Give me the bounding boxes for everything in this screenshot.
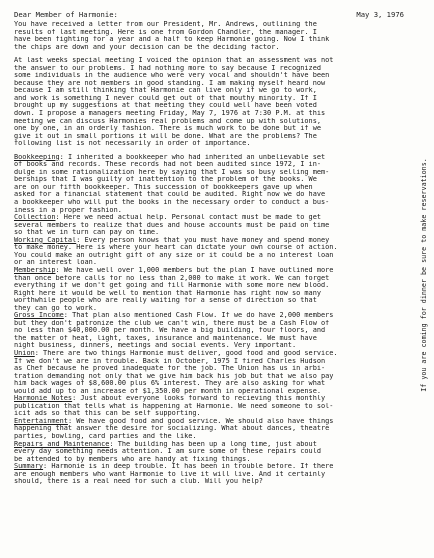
text-line	[14, 199, 410, 207]
text-line	[14, 244, 410, 252]
text-line: You have received a letter from our President, Mr. Andrews, outlining the	[14, 21, 317, 28]
text-line: because they are not members in good standing. I am making myself heard now	[14, 79, 326, 87]
section-text: : We have well over 1,000 members but the plan I have outlined more	[55, 266, 334, 274]
text-line: the chips are down and your decision can be the deciding factor.	[14, 43, 280, 51]
section-text: or an interest loan.	[14, 259, 97, 267]
section-text: iness in a proper fashion.	[14, 206, 122, 214]
letter-header	[14, 10, 410, 20]
text-line	[14, 176, 410, 184]
section-text: are on our fifth bookkeeper. This succession of bookkeepers gave up when	[14, 183, 313, 191]
section-text: : Harmonie is in deep trouble. It has been in trouble before. If there	[43, 463, 334, 471]
text-line	[14, 290, 410, 298]
text-line: have been fighting for a year and a half to keep Harmonie going. Now I think	[14, 36, 330, 44]
section-heading: Bookkeeping	[14, 153, 60, 161]
text-line	[14, 373, 410, 381]
text-line	[14, 207, 410, 215]
section-first-line	[14, 441, 410, 449]
section-first-line	[14, 463, 410, 471]
text-line: down. I propose a managers meeting Friday, May 7, 1976 at 7:30 P.M. at this	[14, 110, 326, 118]
section-heading: Membership	[14, 266, 56, 274]
text-line	[14, 191, 410, 199]
letter-body	[14, 10, 410, 486]
text-line	[14, 433, 410, 441]
section-heading: Harmonie Notes	[14, 395, 73, 403]
text-line: some individuals in the audience who were very vocal and shouldn't have been	[14, 72, 330, 80]
text-line	[14, 342, 410, 350]
section-text: If we don't we are in trouble. Back in October, 1975 I fired Charles Hudson	[14, 357, 326, 365]
section-text: asked for a financial statement that could be audited. Right now we do have	[14, 191, 326, 199]
section-heading: Collection	[14, 214, 56, 222]
section-text: : There are two things Harmonie must deliver, good food and good service.	[34, 349, 338, 357]
section-text: should, there is a real need for such a club. Will you help?	[14, 478, 263, 486]
text-line: At last weeks special meeting I voiced the opinion that an assessment was not	[14, 57, 334, 65]
section-first-line	[14, 237, 410, 245]
section-text: no less than $40,000.00 per month. We have a big building, four floors, and	[14, 327, 326, 335]
section-text: a bookkeeper who will put the books in the necessary order to conduct a bus-	[14, 199, 330, 207]
section-text: : I inherited a bookkeeper who had inherited an unbelievable set	[59, 153, 326, 161]
letter-date: May 3, 1976	[356, 10, 404, 19]
section-heading: Gross Income	[14, 312, 64, 320]
paragraph-meeting	[14, 57, 410, 148]
text-line	[14, 184, 410, 192]
section-text: night business, dinners, meetings and social events. Very important.	[14, 342, 297, 350]
text-line: following list is not necessarily in order of importance.	[14, 140, 251, 148]
section-text: parties, bowling, card parties and the like.	[14, 432, 197, 440]
section-text: You could make an outright gift of any size or it could be a no interest loan	[14, 251, 334, 259]
text-line	[14, 259, 410, 267]
text-line	[14, 448, 410, 456]
text-line	[14, 252, 410, 260]
text-line: give it out in small portions it will be done. What are the problems? The	[14, 132, 317, 140]
text-line	[14, 335, 410, 343]
section-heading: Union	[14, 349, 35, 357]
section-text: are enough members who want Harmonie to live it will live. And it certainly	[14, 470, 326, 478]
text-line	[14, 478, 410, 486]
text-line: one by one, in an orderly fashion. There is much work to be done but if we	[14, 125, 321, 133]
section-text: they can go to work.	[14, 304, 97, 312]
text-line	[14, 275, 410, 283]
text-line	[14, 425, 410, 433]
text-line	[14, 161, 410, 169]
section-text: publication that tells what is happening at Harmonie. We need someone to sol-	[14, 402, 334, 410]
section-heading: Working Capital	[14, 236, 77, 244]
salutation: Dear Member of Harmonie:	[14, 10, 118, 19]
section-text: : That plan also mentioned Cash Flow. If we do have 2,000 members	[63, 312, 334, 320]
text-line	[14, 365, 410, 373]
section-text: Right here it would be well to mention that Harmonie has right now so many	[14, 289, 321, 297]
section-first-line	[14, 395, 410, 403]
section-first-line	[14, 418, 410, 426]
section-text: everything if we don't get going and fill Harmonie with some more new blood.	[14, 282, 330, 290]
section-first-line	[14, 350, 410, 358]
section-text: : The building has been up a long time, just about	[109, 440, 317, 448]
paragraph-intro	[14, 21, 410, 51]
text-line: the answer to our problems. I had nothing more to say because I recognized	[14, 64, 321, 72]
section-heading: Entertainment	[14, 417, 68, 425]
side-note-text: If you are coming for dinner be sure to make reservations.	[420, 158, 428, 392]
text-line	[14, 327, 410, 335]
section-text: so that we in turn can pay on time.	[14, 229, 160, 237]
section-text: dulge in some rationalization here by saying that I was so busy selling mem-	[14, 168, 330, 176]
section-text: : Here we need actual help. Personal contact must be made to get	[55, 214, 322, 222]
text-line	[14, 410, 410, 418]
text-line	[14, 456, 410, 464]
section-text: : Every person knows that you must have money and spend money	[76, 236, 330, 244]
section-text: every day something needs attention. I am sure some of these repairs could	[14, 448, 321, 456]
text-line: brought up my suggestions at that meeting they could well have been voted	[14, 102, 317, 110]
text-line	[14, 403, 410, 411]
section-text: would add up to an increase of $1,350.00 per month in operational expense.	[14, 387, 321, 395]
section-text: him back wages of $8,600.00 plus 6% interest. They are also asking for what	[14, 380, 326, 388]
section-text: worthwhile people who are really waiting for a sense of direction so that	[14, 297, 317, 305]
problem-list	[14, 154, 410, 486]
section-text: to make money. Here is where your heart can dictate your own course of action.	[14, 244, 338, 252]
section-text: : Just about everyone looks forward to recieving this monthly	[72, 395, 326, 403]
section-text: but they don't patronize the club we can't win, there must be a Cash Flow of	[14, 319, 330, 327]
text-line	[14, 471, 410, 479]
text-line	[14, 305, 410, 313]
section-heading: Summary	[14, 463, 44, 471]
text-line: because I am still thinking that Harmonie can live only if we go to work,	[14, 87, 317, 95]
text-line	[14, 380, 410, 388]
section-first-line	[14, 154, 410, 162]
section-text: : We have good food and good service. We should also have things	[67, 417, 334, 425]
section-text: berships that I was guilty of inattention to the problem of the books. We	[14, 176, 317, 184]
text-line	[14, 229, 410, 237]
section-first-line	[14, 214, 410, 222]
text-line: meeting we can discuss Harmonies real problems and come up with solutions,	[14, 117, 321, 125]
text-line	[14, 297, 410, 305]
section-text: icit ads so that this can be self supporting.	[14, 410, 201, 418]
text-line	[14, 388, 410, 396]
section-text: as Chef because he proved inadequate for the job. The Union has us in arbi-	[14, 365, 326, 373]
text-line	[14, 282, 410, 290]
section-first-line	[14, 267, 410, 275]
section-text: happening that answer the desire for socializing. What about dances, theatre	[14, 425, 330, 433]
text-line	[14, 169, 410, 177]
section-text: several members to realize that dues and house accounts must be paid on time	[14, 221, 330, 229]
section-text: than once before calls for no less than 2,000 to make it work. We can forget	[14, 274, 330, 282]
text-line: results of last meeting. Here is one from Gordon Chandler, the manager. I	[14, 28, 317, 36]
section-text: tration demanding not only that we give him back his job but that we also pay	[14, 372, 334, 380]
text-line	[14, 320, 410, 328]
section-text: the matter of heat, light, taxes, insurance and maintenance. We must have	[14, 334, 317, 342]
section-heading: Repairs and Maintenance	[14, 440, 110, 448]
section-text: of books and records. These records had not been audited since 1972, I in-	[14, 161, 321, 169]
text-line: and work is something I never could get out of that mouthy minority. If I	[14, 94, 317, 102]
text-line	[14, 222, 410, 230]
section-first-line	[14, 312, 410, 320]
text-line	[14, 358, 410, 366]
section-text: be attended to by members who are handy at fixing things.	[14, 455, 251, 463]
